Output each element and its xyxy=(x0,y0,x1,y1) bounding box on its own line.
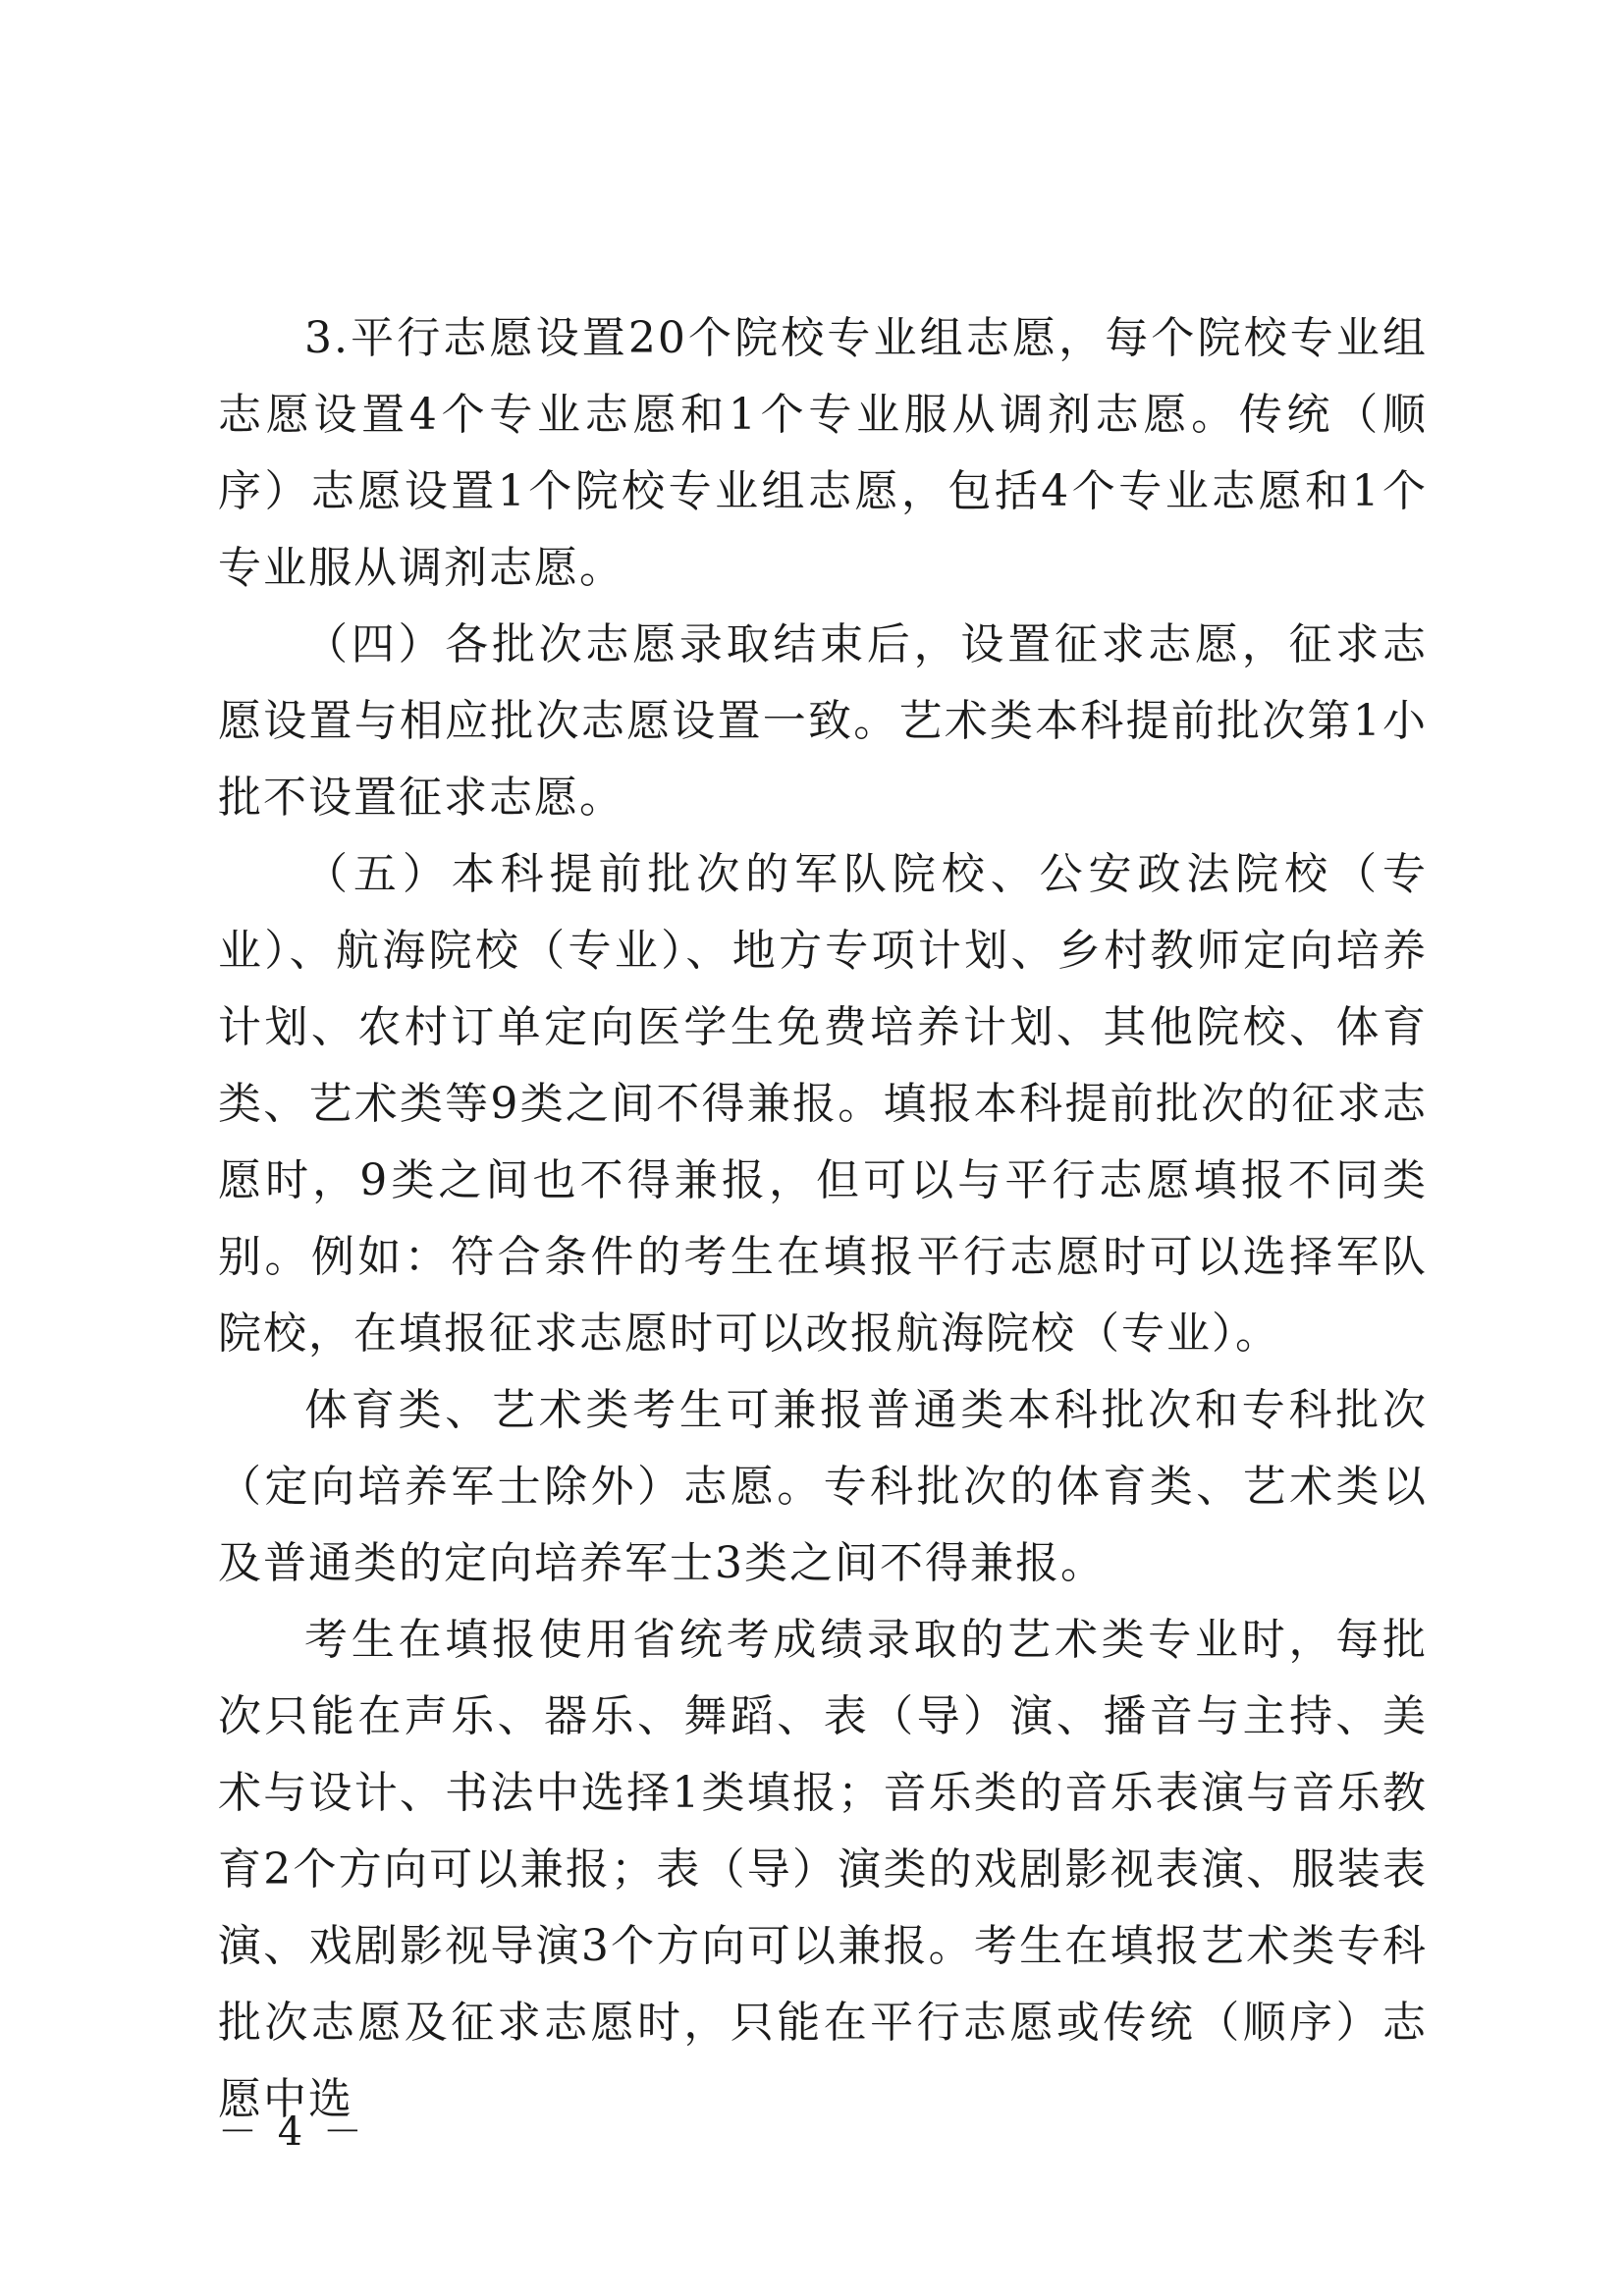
paragraph-section-four: （四）各批次志愿录取结束后，设置征求志愿，征求志愿设置与相应批次志愿设置一致。艺术类本科提前批次第1小批不设置征求志愿。 xyxy=(218,619,1428,823)
paragraph-section-five: （五）本科提前批次的军队院校、公安政法院校（专业）、航海院校（专业）、地方专项计划、乡村教师定向培养计划、农村订单定向医学生免费培养计划、其他院校、体育类、艺术类等9类之间不得兼报。填报本科提前批次的征求志愿时，9类之间也不得兼报，但可以与平行志愿填报不同类别。例如：符合条件的考生在填报平行志愿时可以选择军队院校，在填报征求志愿时可以改报航海院校（专业）。 xyxy=(218,849,1428,1359)
paragraph-arts-categories: 考生在填报使用省统考成绩录取的艺术类专业时，每批次只能在声乐、器乐、舞蹈、表（导）演、播音与主持、美术与设计、书法中选择1类填报；音乐类的音乐表演与音乐教育2个方向可以兼报；表（导）演类的戏剧影视表演、服装表演、戏剧影视导演3个方向可以兼报。考生在填报艺术类专科批次志愿及征求志愿时，只能在平行志愿或传统（顺序）志愿中选 xyxy=(218,1615,1428,2124)
paragraph-sports-arts: 体育类、艺术类考生可兼报普通类本科批次和专科批次（定向培养军士除外）志愿。专科批次的体育类、艺术类以及普通类的定向培养军士3类之间不得兼报。 xyxy=(218,1385,1428,1588)
page-number: － 4 － xyxy=(218,2109,366,2155)
document-body xyxy=(218,300,1428,2138)
paragraph-parallel-volunteer: 3.平行志愿设置20个院校专业组志愿，每个院校专业组志愿设置4个专业志愿和1个专业服从调剂志愿。传统（顺序）志愿设置1个院校专业组志愿，包括4个专业志愿和1个专业服从调剂志愿。 xyxy=(218,313,1428,593)
